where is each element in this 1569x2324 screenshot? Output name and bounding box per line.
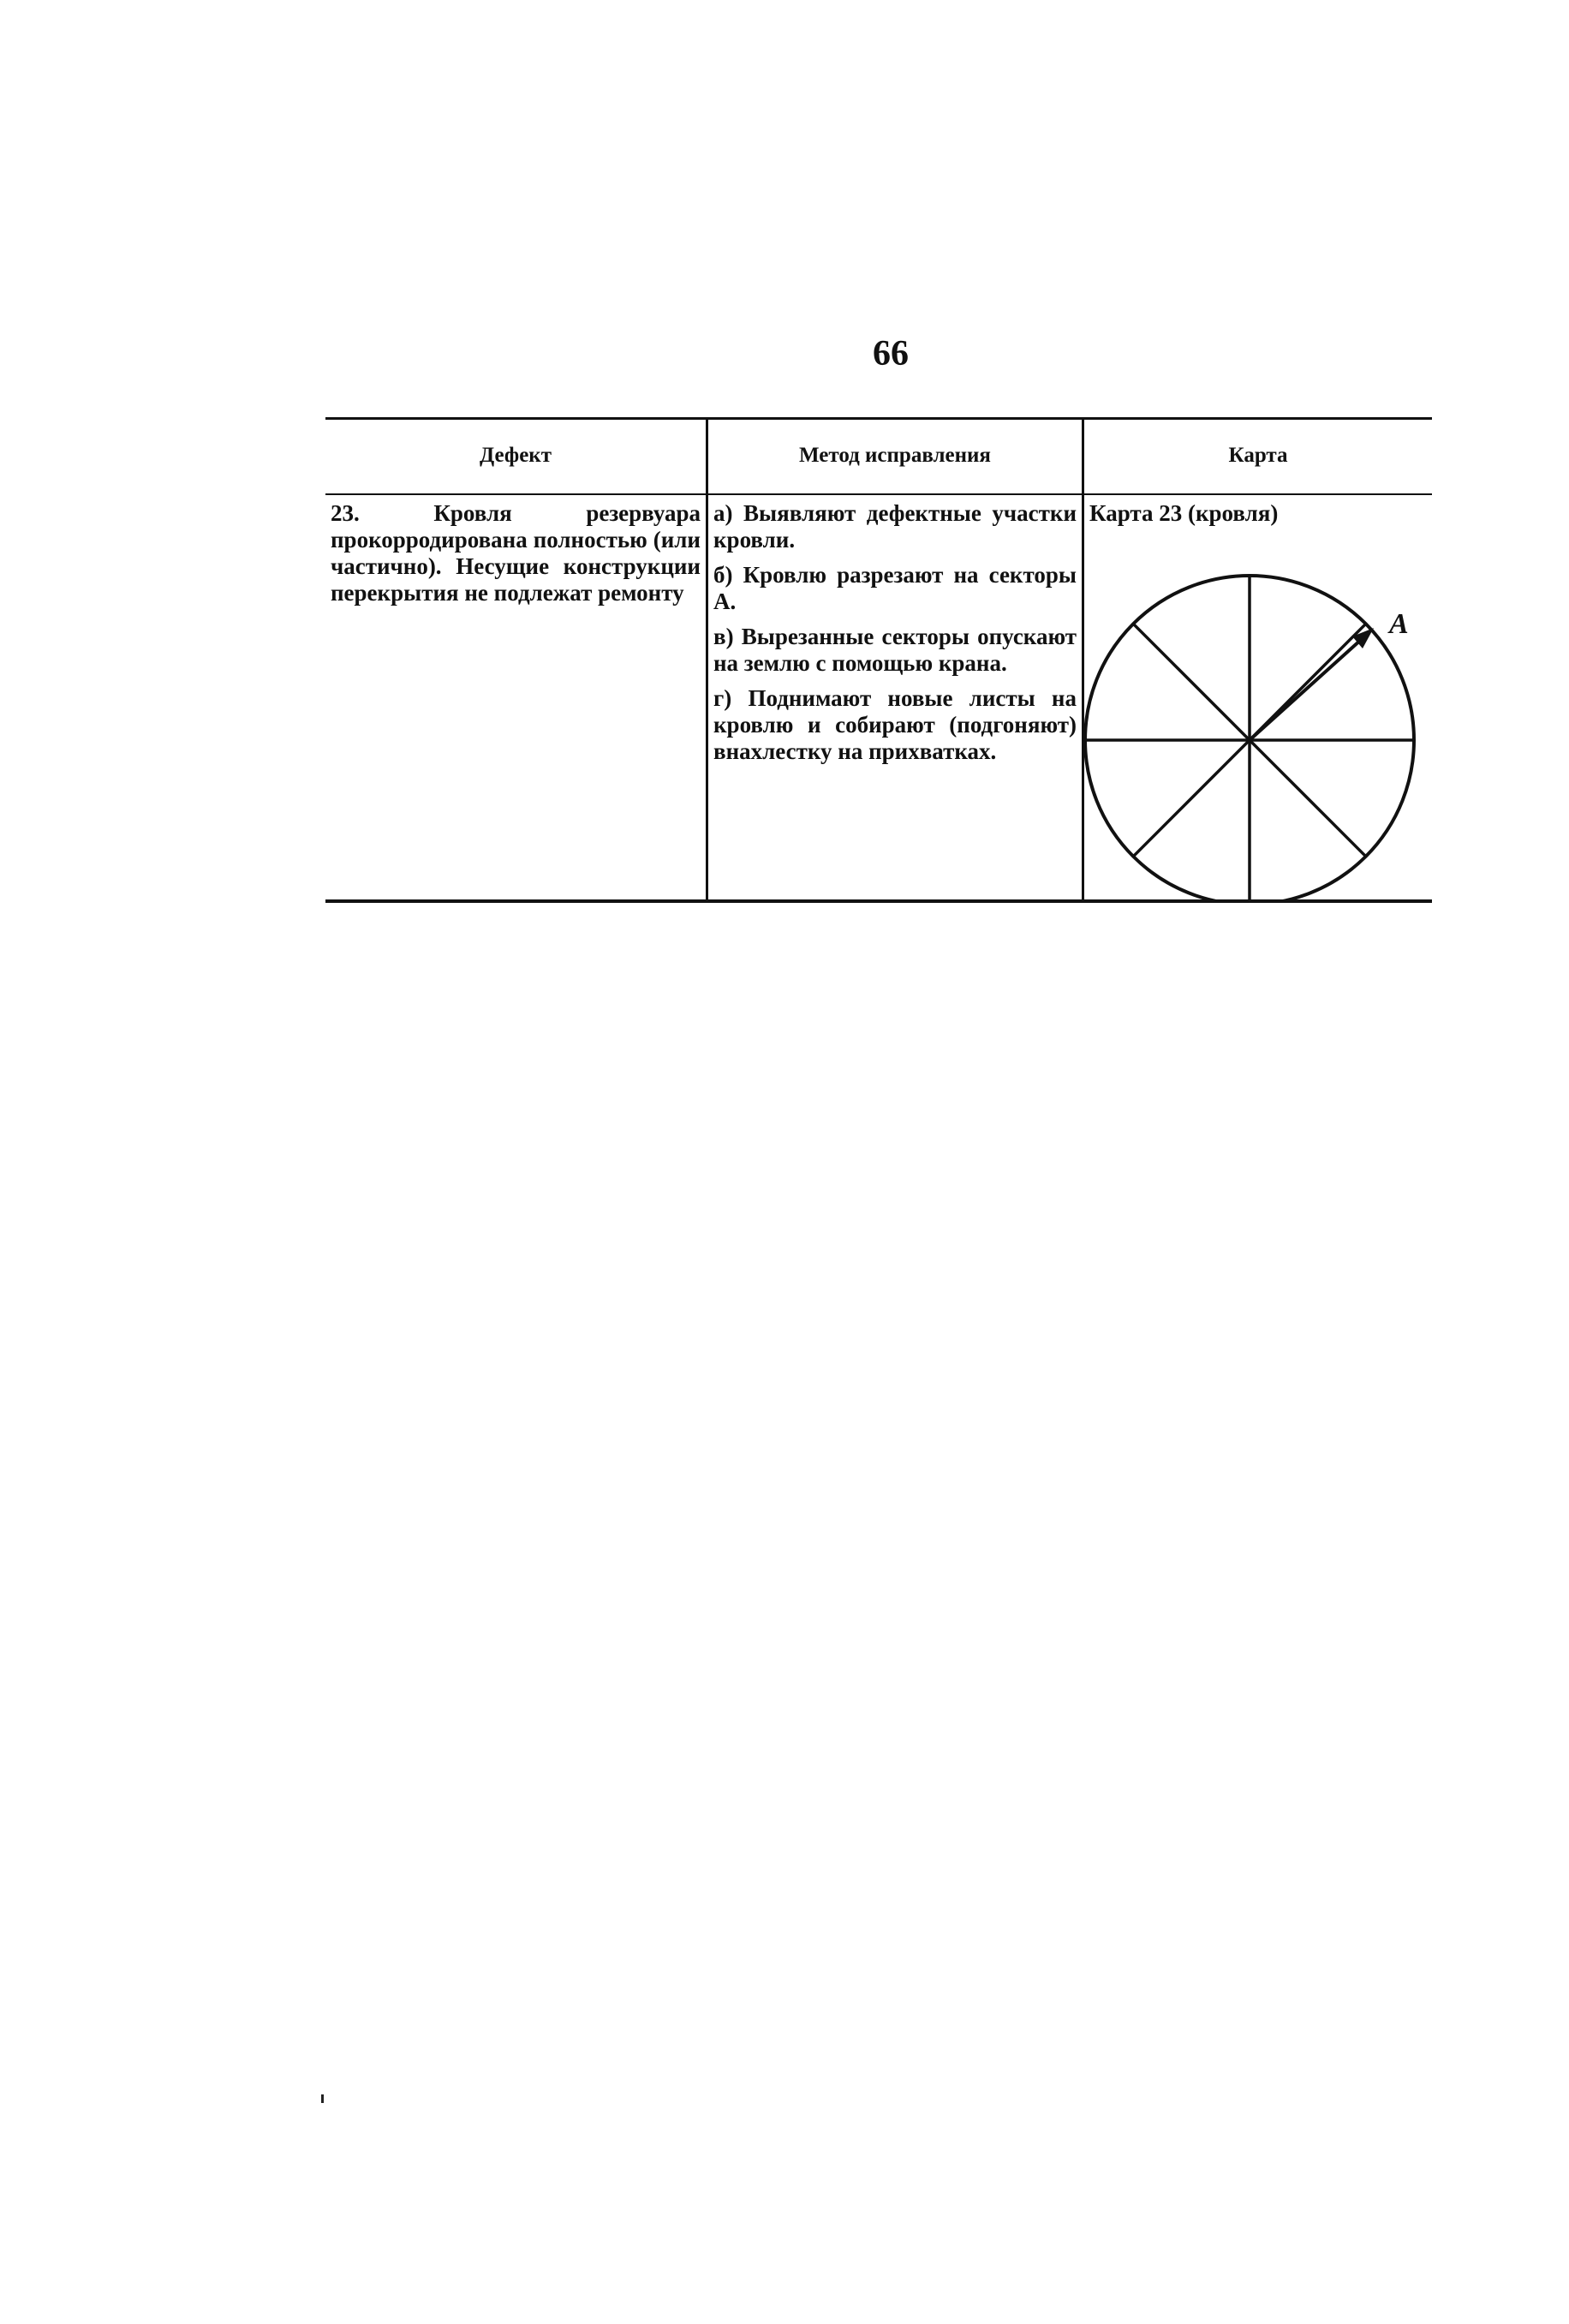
defect-cell: 23. Кровля резервуара прокорродирована полностью (или частично). Несущие конструкции перекрытия не подлежат ремонту <box>331 500 701 606</box>
header-map: Карта <box>1228 443 1288 467</box>
roof-sector-diagram <box>1081 535 1441 903</box>
table-header-rule <box>325 493 1432 495</box>
sector-arrow-shaft <box>1250 639 1362 740</box>
map-cell <box>1089 500 1430 640</box>
sector-label: А <box>1389 608 1409 640</box>
defect-table <box>325 417 1432 903</box>
map-caption: Карта 23 (кровля) <box>1089 500 1279 526</box>
method-step-c: в) Вырезанные секторы опускают на землю с помощью крана. <box>713 624 1077 676</box>
method-step-b: б) Кровлю разрезают на секторы А. <box>713 562 1077 614</box>
header-defect: Дефект <box>480 443 552 467</box>
method-step-d: г) Поднимают новые листы на кровлю и собирают (подгоняют) внахлестку на прихватках. <box>713 685 1077 764</box>
page-number: 66 <box>873 334 909 373</box>
method-step-a: а) Выявляют дефектные участки кровли. <box>713 500 1077 553</box>
header-method: Метод исправления <box>799 443 991 467</box>
method-cell <box>713 500 1077 774</box>
stray-mark <box>321 2094 324 2103</box>
